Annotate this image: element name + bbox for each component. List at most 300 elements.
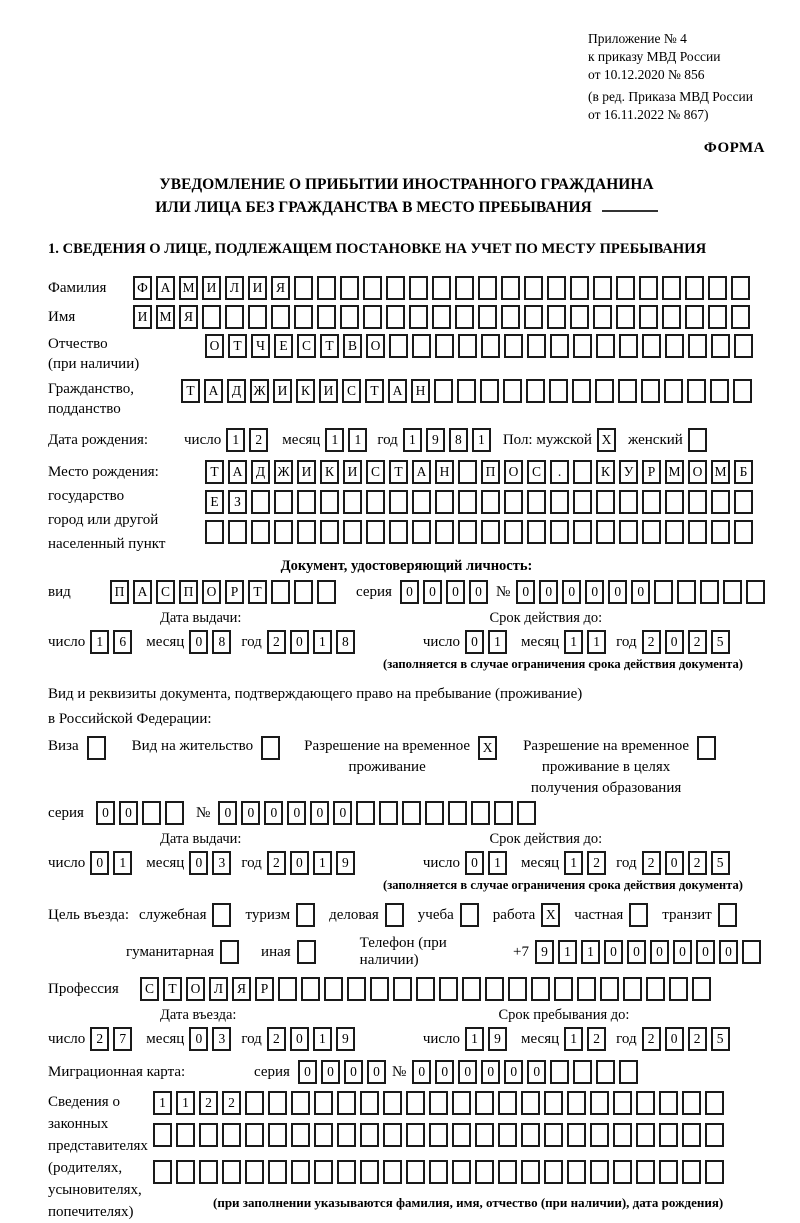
- char-cell[interactable]: М: [665, 460, 684, 484]
- char-cell[interactable]: [550, 520, 569, 544]
- char-cell[interactable]: [452, 1123, 471, 1147]
- char-cell[interactable]: [685, 276, 704, 300]
- char-cell[interactable]: [619, 490, 638, 514]
- char-cell[interactable]: 1: [587, 630, 606, 654]
- char-cell[interactable]: А: [204, 379, 223, 403]
- char-cell[interactable]: [402, 801, 421, 825]
- char-cell[interactable]: 0: [469, 580, 488, 604]
- char-cell[interactable]: О: [202, 580, 221, 604]
- char-cell[interactable]: 0: [290, 630, 309, 654]
- char-cell[interactable]: [642, 520, 661, 544]
- char-cell[interactable]: Ж: [274, 460, 293, 484]
- char-cell[interactable]: [573, 520, 592, 544]
- char-cell[interactable]: Е: [274, 334, 293, 358]
- char-cell[interactable]: П: [481, 460, 500, 484]
- char-cell[interactable]: [544, 1091, 563, 1115]
- char-cell[interactable]: М: [179, 276, 198, 300]
- char-cell[interactable]: [228, 520, 247, 544]
- char-cell[interactable]: [475, 1091, 494, 1115]
- char-cell[interactable]: Н: [411, 379, 430, 403]
- char-cell[interactable]: [718, 903, 737, 927]
- char-cell[interactable]: [593, 276, 612, 300]
- char-cell[interactable]: [314, 1123, 333, 1147]
- char-cell[interactable]: [360, 1091, 379, 1115]
- char-cell[interactable]: [383, 1091, 402, 1115]
- char-cell[interactable]: [386, 305, 405, 329]
- char-cell[interactable]: [153, 1160, 172, 1184]
- char-cell[interactable]: [733, 379, 752, 403]
- char-cell[interactable]: [314, 1160, 333, 1184]
- char-cell[interactable]: Б: [734, 460, 753, 484]
- char-cell[interactable]: [205, 520, 224, 544]
- char-cell[interactable]: 0: [504, 1060, 523, 1084]
- char-cell[interactable]: [460, 903, 479, 927]
- char-cell[interactable]: Д: [251, 460, 270, 484]
- char-cell[interactable]: М: [711, 460, 730, 484]
- char-cell[interactable]: [245, 1123, 264, 1147]
- char-cell[interactable]: 2: [688, 1027, 707, 1051]
- char-cell[interactable]: [613, 1123, 632, 1147]
- char-cell[interactable]: [573, 334, 592, 358]
- char-cell[interactable]: [664, 379, 683, 403]
- char-cell[interactable]: [294, 580, 313, 604]
- char-cell[interactable]: 2: [587, 1027, 606, 1051]
- char-cell[interactable]: 1: [403, 428, 422, 452]
- char-cell[interactable]: [455, 276, 474, 300]
- char-cell[interactable]: [639, 276, 658, 300]
- char-cell[interactable]: [291, 1160, 310, 1184]
- char-cell[interactable]: 6: [113, 630, 132, 654]
- char-cell[interactable]: О: [186, 977, 205, 1001]
- char-cell[interactable]: [271, 305, 290, 329]
- char-cell[interactable]: И: [273, 379, 292, 403]
- char-cell[interactable]: [595, 379, 614, 403]
- char-cell[interactable]: [711, 520, 730, 544]
- char-cell[interactable]: [596, 490, 615, 514]
- char-cell[interactable]: [370, 977, 389, 1001]
- char-cell[interactable]: [742, 940, 761, 964]
- char-cell[interactable]: Л: [209, 977, 228, 1001]
- char-cell[interactable]: [623, 977, 642, 1001]
- char-cell[interactable]: 2: [267, 630, 286, 654]
- char-cell[interactable]: [343, 490, 362, 514]
- char-cell[interactable]: [458, 460, 477, 484]
- char-cell[interactable]: [356, 801, 375, 825]
- char-cell[interactable]: [165, 801, 184, 825]
- char-cell[interactable]: 2: [642, 1027, 661, 1051]
- char-cell[interactable]: И: [319, 379, 338, 403]
- char-cell[interactable]: С: [527, 460, 546, 484]
- char-cell[interactable]: 9: [488, 1027, 507, 1051]
- char-cell[interactable]: [360, 1123, 379, 1147]
- char-cell[interactable]: [176, 1160, 195, 1184]
- char-cell[interactable]: [485, 977, 504, 1001]
- char-cell[interactable]: 1: [472, 428, 491, 452]
- char-cell[interactable]: 0: [465, 630, 484, 654]
- char-cell[interactable]: [389, 520, 408, 544]
- char-cell[interactable]: 0: [650, 940, 669, 964]
- char-cell[interactable]: Д: [227, 379, 246, 403]
- char-cell[interactable]: [517, 801, 536, 825]
- char-cell[interactable]: 7: [113, 1027, 132, 1051]
- char-cell[interactable]: С: [342, 379, 361, 403]
- char-cell[interactable]: Т: [320, 334, 339, 358]
- char-cell[interactable]: X: [541, 903, 560, 927]
- char-cell[interactable]: 1: [313, 851, 332, 875]
- char-cell[interactable]: X: [597, 428, 616, 452]
- char-cell[interactable]: И: [133, 305, 152, 329]
- char-cell[interactable]: [573, 1060, 592, 1084]
- char-cell[interactable]: [685, 305, 704, 329]
- char-cell[interactable]: [659, 1123, 678, 1147]
- char-cell[interactable]: Ч: [251, 334, 270, 358]
- char-cell[interactable]: [665, 490, 684, 514]
- char-cell[interactable]: [251, 490, 270, 514]
- char-cell[interactable]: [199, 1160, 218, 1184]
- char-cell[interactable]: 9: [336, 1027, 355, 1051]
- char-cell[interactable]: [429, 1123, 448, 1147]
- char-cell[interactable]: 1: [581, 940, 600, 964]
- char-cell[interactable]: [593, 305, 612, 329]
- char-cell[interactable]: [665, 520, 684, 544]
- char-cell[interactable]: Т: [181, 379, 200, 403]
- char-cell[interactable]: [291, 1091, 310, 1115]
- char-cell[interactable]: [600, 977, 619, 1001]
- char-cell[interactable]: [501, 305, 520, 329]
- char-cell[interactable]: [550, 334, 569, 358]
- char-cell[interactable]: Я: [271, 276, 290, 300]
- char-cell[interactable]: [616, 305, 635, 329]
- char-cell[interactable]: [521, 1091, 540, 1115]
- char-cell[interactable]: Т: [365, 379, 384, 403]
- char-cell[interactable]: [481, 334, 500, 358]
- char-cell[interactable]: [366, 490, 385, 514]
- char-cell[interactable]: 2: [249, 428, 268, 452]
- char-cell[interactable]: [659, 1091, 678, 1115]
- char-cell[interactable]: 2: [642, 630, 661, 654]
- char-cell[interactable]: [708, 276, 727, 300]
- char-cell[interactable]: 0: [585, 580, 604, 604]
- char-cell[interactable]: [455, 305, 474, 329]
- char-cell[interactable]: С: [297, 334, 316, 358]
- char-cell[interactable]: [731, 305, 750, 329]
- char-cell[interactable]: [619, 334, 638, 358]
- char-cell[interactable]: 1: [325, 428, 344, 452]
- char-cell[interactable]: [475, 1160, 494, 1184]
- char-cell[interactable]: Т: [228, 334, 247, 358]
- char-cell[interactable]: 1: [348, 428, 367, 452]
- char-cell[interactable]: [573, 460, 592, 484]
- char-cell[interactable]: [550, 1060, 569, 1084]
- char-cell[interactable]: 2: [688, 851, 707, 875]
- char-cell[interactable]: 0: [665, 630, 684, 654]
- char-cell[interactable]: [503, 379, 522, 403]
- char-cell[interactable]: А: [133, 580, 152, 604]
- char-cell[interactable]: 0: [562, 580, 581, 604]
- char-cell[interactable]: [245, 1160, 264, 1184]
- char-cell[interactable]: 2: [267, 1027, 286, 1051]
- char-cell[interactable]: Р: [225, 580, 244, 604]
- char-cell[interactable]: [677, 580, 696, 604]
- char-cell[interactable]: О: [205, 334, 224, 358]
- char-cell[interactable]: [636, 1160, 655, 1184]
- char-cell[interactable]: О: [688, 460, 707, 484]
- char-cell[interactable]: [452, 1091, 471, 1115]
- char-cell[interactable]: 0: [527, 1060, 546, 1084]
- char-cell[interactable]: 9: [535, 940, 554, 964]
- char-cell[interactable]: [554, 977, 573, 1001]
- char-cell[interactable]: [547, 276, 566, 300]
- char-cell[interactable]: [261, 736, 280, 760]
- char-cell[interactable]: 9: [336, 851, 355, 875]
- char-cell[interactable]: 1: [313, 630, 332, 654]
- char-cell[interactable]: 1: [113, 851, 132, 875]
- char-cell[interactable]: [429, 1091, 448, 1115]
- char-cell[interactable]: 8: [449, 428, 468, 452]
- char-cell[interactable]: [636, 1091, 655, 1115]
- char-cell[interactable]: 0: [367, 1060, 386, 1084]
- char-cell[interactable]: [480, 379, 499, 403]
- char-cell[interactable]: [682, 1160, 701, 1184]
- char-cell[interactable]: [669, 977, 688, 1001]
- char-cell[interactable]: Т: [205, 460, 224, 484]
- char-cell[interactable]: [435, 520, 454, 544]
- char-cell[interactable]: 0: [627, 940, 646, 964]
- char-cell[interactable]: О: [504, 460, 523, 484]
- char-cell[interactable]: Ж: [250, 379, 269, 403]
- char-cell[interactable]: [527, 490, 546, 514]
- char-cell[interactable]: [636, 1123, 655, 1147]
- char-cell[interactable]: [274, 490, 293, 514]
- char-cell[interactable]: Я: [232, 977, 251, 1001]
- char-cell[interactable]: 0: [604, 940, 623, 964]
- char-cell[interactable]: [494, 801, 513, 825]
- char-cell[interactable]: X: [478, 736, 497, 760]
- char-cell[interactable]: [274, 520, 293, 544]
- char-cell[interactable]: [317, 276, 336, 300]
- char-cell[interactable]: 1: [176, 1091, 195, 1115]
- char-cell[interactable]: [596, 1060, 615, 1084]
- char-cell[interactable]: [688, 428, 707, 452]
- char-cell[interactable]: [478, 276, 497, 300]
- char-cell[interactable]: [596, 334, 615, 358]
- char-cell[interactable]: А: [388, 379, 407, 403]
- char-cell[interactable]: [409, 276, 428, 300]
- char-cell[interactable]: [297, 490, 316, 514]
- char-cell[interactable]: 0: [400, 580, 419, 604]
- char-cell[interactable]: [481, 490, 500, 514]
- char-cell[interactable]: 1: [226, 428, 245, 452]
- char-cell[interactable]: [734, 520, 753, 544]
- char-cell[interactable]: И: [343, 460, 362, 484]
- char-cell[interactable]: 0: [435, 1060, 454, 1084]
- char-cell[interactable]: [508, 977, 527, 1001]
- char-cell[interactable]: 0: [96, 801, 115, 825]
- char-cell[interactable]: 2: [222, 1091, 241, 1115]
- char-cell[interactable]: [429, 1160, 448, 1184]
- char-cell[interactable]: [448, 801, 467, 825]
- char-cell[interactable]: [337, 1160, 356, 1184]
- char-cell[interactable]: 0: [90, 851, 109, 875]
- char-cell[interactable]: [478, 305, 497, 329]
- char-cell[interactable]: .: [550, 460, 569, 484]
- char-cell[interactable]: [549, 379, 568, 403]
- char-cell[interactable]: 0: [321, 1060, 340, 1084]
- char-cell[interactable]: 0: [189, 630, 208, 654]
- char-cell[interactable]: [363, 305, 382, 329]
- char-cell[interactable]: [199, 1123, 218, 1147]
- char-cell[interactable]: Е: [205, 490, 224, 514]
- char-cell[interactable]: 0: [310, 801, 329, 825]
- char-cell[interactable]: [527, 520, 546, 544]
- char-cell[interactable]: П: [179, 580, 198, 604]
- char-cell[interactable]: [425, 801, 444, 825]
- char-cell[interactable]: [567, 1091, 586, 1115]
- char-cell[interactable]: [406, 1091, 425, 1115]
- char-cell[interactable]: 1: [153, 1091, 172, 1115]
- char-cell[interactable]: [337, 1091, 356, 1115]
- char-cell[interactable]: 1: [465, 1027, 484, 1051]
- char-cell[interactable]: 0: [241, 801, 260, 825]
- char-cell[interactable]: [320, 520, 339, 544]
- char-cell[interactable]: 0: [344, 1060, 363, 1084]
- char-cell[interactable]: [547, 305, 566, 329]
- char-cell[interactable]: [271, 580, 290, 604]
- char-cell[interactable]: 0: [608, 580, 627, 604]
- char-cell[interactable]: С: [366, 460, 385, 484]
- char-cell[interactable]: 2: [199, 1091, 218, 1115]
- char-cell[interactable]: [711, 490, 730, 514]
- char-cell[interactable]: [498, 1160, 517, 1184]
- char-cell[interactable]: [220, 940, 239, 964]
- char-cell[interactable]: [619, 520, 638, 544]
- char-cell[interactable]: М: [156, 305, 175, 329]
- char-cell[interactable]: [590, 1160, 609, 1184]
- char-cell[interactable]: 1: [90, 630, 109, 654]
- char-cell[interactable]: [570, 276, 589, 300]
- char-cell[interactable]: [297, 940, 316, 964]
- char-cell[interactable]: Н: [435, 460, 454, 484]
- char-cell[interactable]: [406, 1123, 425, 1147]
- char-cell[interactable]: [317, 305, 336, 329]
- char-cell[interactable]: [705, 1160, 724, 1184]
- char-cell[interactable]: [291, 1123, 310, 1147]
- char-cell[interactable]: П: [110, 580, 129, 604]
- char-cell[interactable]: 1: [488, 630, 507, 654]
- char-cell[interactable]: [314, 1091, 333, 1115]
- char-cell[interactable]: 0: [423, 580, 442, 604]
- char-cell[interactable]: [248, 305, 267, 329]
- char-cell[interactable]: В: [343, 334, 362, 358]
- char-cell[interactable]: [393, 977, 412, 1001]
- char-cell[interactable]: [383, 1123, 402, 1147]
- char-cell[interactable]: [87, 736, 106, 760]
- char-cell[interactable]: [642, 490, 661, 514]
- char-cell[interactable]: [301, 977, 320, 1001]
- char-cell[interactable]: [734, 490, 753, 514]
- char-cell[interactable]: 9: [426, 428, 445, 452]
- char-cell[interactable]: 0: [290, 851, 309, 875]
- char-cell[interactable]: [389, 490, 408, 514]
- char-cell[interactable]: С: [156, 580, 175, 604]
- char-cell[interactable]: 0: [189, 1027, 208, 1051]
- char-cell[interactable]: [654, 580, 673, 604]
- char-cell[interactable]: 5: [711, 1027, 730, 1051]
- char-cell[interactable]: [317, 580, 336, 604]
- char-cell[interactable]: [278, 977, 297, 1001]
- char-cell[interactable]: А: [156, 276, 175, 300]
- char-cell[interactable]: [577, 977, 596, 1001]
- char-cell[interactable]: 2: [642, 851, 661, 875]
- char-cell[interactable]: [498, 1123, 517, 1147]
- char-cell[interactable]: [705, 1091, 724, 1115]
- char-cell[interactable]: Т: [248, 580, 267, 604]
- char-cell[interactable]: [550, 490, 569, 514]
- char-cell[interactable]: [682, 1091, 701, 1115]
- char-cell[interactable]: О: [366, 334, 385, 358]
- char-cell[interactable]: Ф: [133, 276, 152, 300]
- char-cell[interactable]: 3: [212, 851, 231, 875]
- char-cell[interactable]: [360, 1160, 379, 1184]
- char-cell[interactable]: 0: [298, 1060, 317, 1084]
- char-cell[interactable]: [294, 276, 313, 300]
- char-cell[interactable]: [572, 379, 591, 403]
- char-cell[interactable]: [746, 580, 765, 604]
- char-cell[interactable]: 2: [90, 1027, 109, 1051]
- char-cell[interactable]: [340, 305, 359, 329]
- char-cell[interactable]: 0: [481, 1060, 500, 1084]
- char-cell[interactable]: [320, 490, 339, 514]
- char-cell[interactable]: 2: [688, 630, 707, 654]
- char-cell[interactable]: [385, 903, 404, 927]
- char-cell[interactable]: И: [248, 276, 267, 300]
- char-cell[interactable]: [435, 490, 454, 514]
- char-cell[interactable]: [662, 276, 681, 300]
- char-cell[interactable]: [616, 276, 635, 300]
- char-cell[interactable]: А: [228, 460, 247, 484]
- char-cell[interactable]: [471, 801, 490, 825]
- char-cell[interactable]: [439, 977, 458, 1001]
- char-cell[interactable]: 0: [516, 580, 535, 604]
- char-cell[interactable]: [498, 1091, 517, 1115]
- char-cell[interactable]: 2: [267, 851, 286, 875]
- char-cell[interactable]: 0: [290, 1027, 309, 1051]
- char-cell[interactable]: Т: [163, 977, 182, 1001]
- char-cell[interactable]: [142, 801, 161, 825]
- char-cell[interactable]: Л: [225, 276, 244, 300]
- char-cell[interactable]: [296, 903, 315, 927]
- char-cell[interactable]: К: [596, 460, 615, 484]
- char-cell[interactable]: [682, 1123, 701, 1147]
- char-cell[interactable]: [590, 1091, 609, 1115]
- char-cell[interactable]: 5: [711, 851, 730, 875]
- char-cell[interactable]: [383, 1160, 402, 1184]
- char-cell[interactable]: 0: [412, 1060, 431, 1084]
- char-cell[interactable]: [688, 520, 707, 544]
- char-cell[interactable]: [337, 1123, 356, 1147]
- char-cell[interactable]: К: [320, 460, 339, 484]
- char-cell[interactable]: [708, 305, 727, 329]
- char-cell[interactable]: [590, 1123, 609, 1147]
- char-cell[interactable]: [475, 1123, 494, 1147]
- char-cell[interactable]: [245, 1091, 264, 1115]
- char-cell[interactable]: [619, 1060, 638, 1084]
- char-cell[interactable]: [646, 977, 665, 1001]
- char-cell[interactable]: 0: [539, 580, 558, 604]
- char-cell[interactable]: [501, 276, 520, 300]
- char-cell[interactable]: [524, 305, 543, 329]
- char-cell[interactable]: [734, 334, 753, 358]
